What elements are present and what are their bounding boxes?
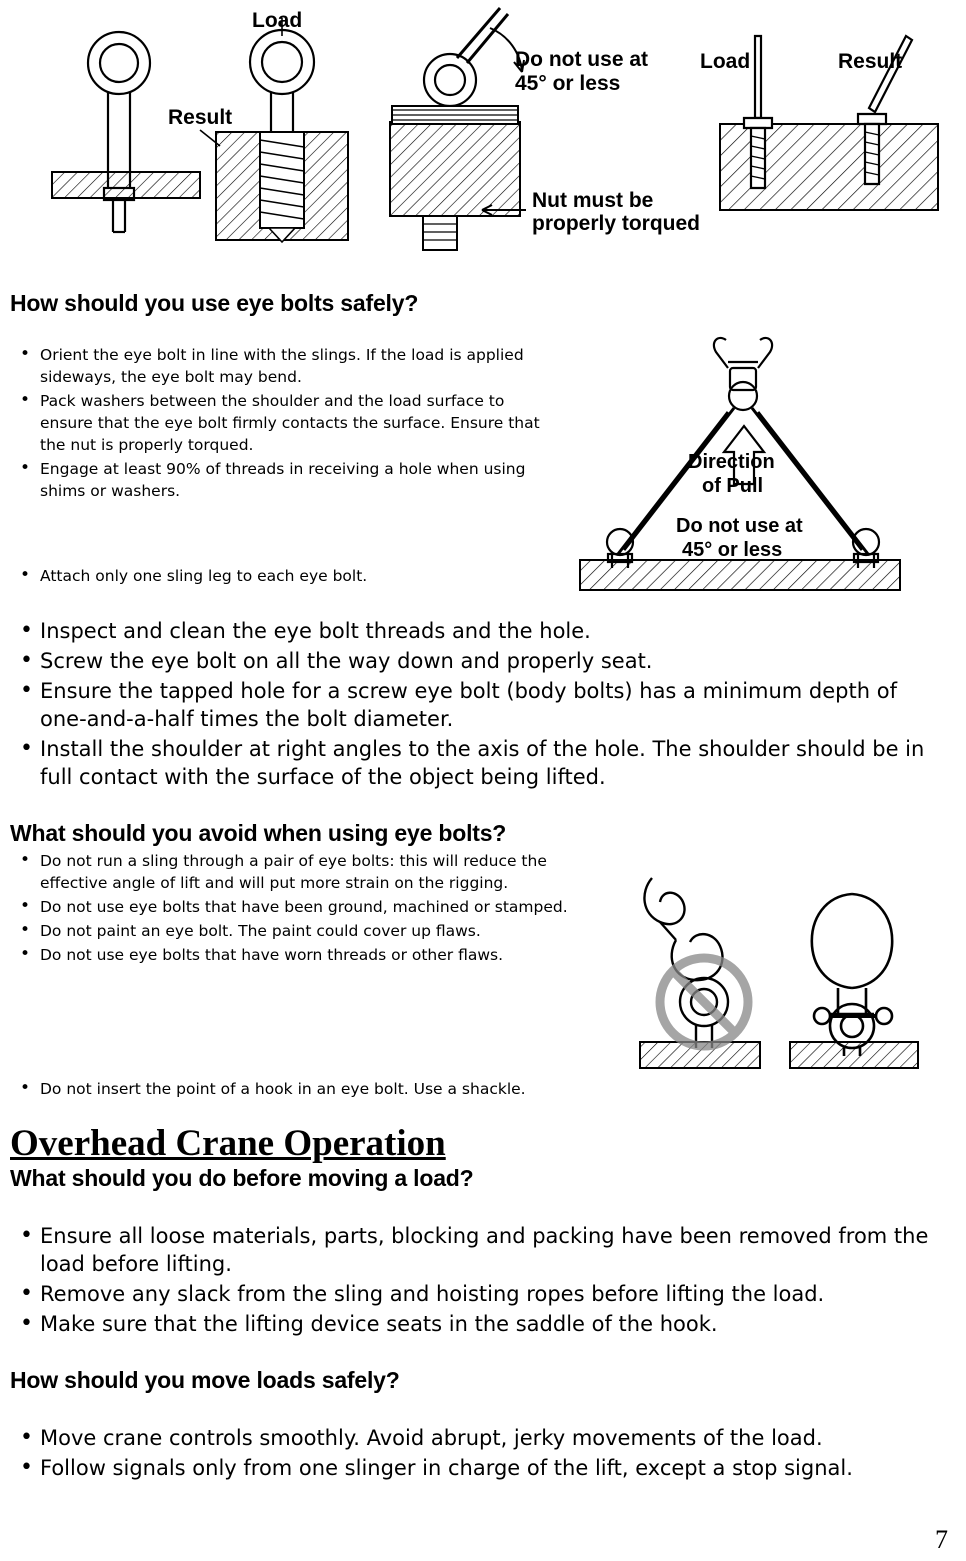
list-item [0,1078,610,1100]
bullet-icon: • [20,1223,33,1248]
list-use-safely-big [0,617,940,793]
list-item [0,944,610,966]
list-item-text: Do not run a sling through a pair of eye bolts: this will reduce the effective angle of lift and will put more strain on the rigging. [40,852,547,892]
bullet-icon: • [20,565,31,585]
direction-of-pull-label-line2: of Pull [702,475,764,497]
list-item-text: Do not insert the point of a hook in an eye bolt. Use a shackle. [40,1080,526,1098]
bullet-icon: • [20,1078,31,1098]
list-item-text: Do not paint an eye bolt. The paint could cover up flaws. [40,922,481,940]
list-item-text: Screw the eye bolt on all the way down and properly seat. [40,649,653,673]
list-item [0,735,940,791]
heading-what-to-avoid: What should you avoid when using eye bolts? [10,820,507,846]
list-item-text: Pack washers between the shoulder and the load surface to ensure that the eye bolt firmly contacts the surface. Ensure that the nut is properly torqued. [40,392,540,454]
list-item [0,458,560,502]
list-item [0,677,940,733]
bullet-icon: • [20,944,31,964]
list-item [0,344,560,388]
list-item [0,1222,946,1278]
list-item [0,1454,946,1482]
hook-vs-shackle-figure [630,866,930,1078]
svg-text:45° or less: 45° or less [515,72,621,95]
list-item-text: Make sure that the lifting device seats in the saddle of the hook. [40,1312,718,1336]
list-item [0,565,560,587]
list-item [0,647,940,675]
list-item-text: Remove any slack from the sling and hoisting ropes before lifting the load. [40,1282,825,1306]
bullet-icon: • [20,850,31,870]
bullet-icon: • [20,390,31,410]
direction-of-pull-figure [578,332,908,604]
svg-text:Result: Result [168,106,233,129]
eye-bolt-installation-figure [20,0,950,270]
list-item [0,920,610,942]
list-item-text: Ensure all loose materials, parts, blocking and packing have been removed from the load before lifting. [40,1224,929,1276]
list-item-text: Install the shoulder at right angles to the axis of the hole. The shoulder should be in full contact with the surface of the object being lifted. [40,737,925,789]
list-item-text: Engage at least 90% of threads in receiving a hole when using shims or washers. [40,460,526,500]
list-item-text: Follow signals only from one slinger in charge of the lift, except a stop signal. [40,1456,853,1480]
bullet-icon: • [20,458,31,478]
bullet-icon: • [20,648,33,673]
bullet-icon: • [20,618,33,643]
list-move-loads-safely [0,1424,946,1484]
list-attach-sling [0,565,560,589]
bullet-icon: • [20,1425,33,1450]
do-not-use-label-line1: Do not use at [676,515,803,537]
list-item-text: Ensure the tapped hole for a screw eye bolt (body bolts) has a minimum depth of one-and-a-half times the bolt diameter. [40,679,897,731]
heading-overhead-crane-operation: Overhead Crane Operation [10,1123,446,1164]
list-item [0,1280,946,1308]
list-use-safely-small [0,344,560,504]
svg-text:properly torqued: properly torqued [532,212,701,235]
heading-use-eye-bolts-safely: How should you use eye bolts safely? [10,290,419,316]
bullet-icon: • [20,920,31,940]
list-item [0,1424,946,1452]
list-item-text: Do not use eye bolts that have been ground, machined or stamped. [40,898,568,916]
list-item-text: Inspect and clean the eye bolt threads and the hole. [40,619,591,643]
svg-text:Do not use at: Do not use at [515,48,649,71]
list-item [0,896,610,918]
list-item [0,1310,946,1338]
bullet-icon: • [20,344,31,364]
page-number: 7 [935,1525,948,1554]
svg-text:Load: Load [700,50,751,73]
bullet-icon: • [20,896,31,916]
list-item [0,850,610,894]
bullet-icon: • [20,1311,33,1336]
do-not-use-label-line2: 45° or less [682,539,783,561]
bullet-icon: • [20,736,33,761]
bullet-icon: • [20,1281,33,1306]
list-avoid [0,850,610,968]
list-item-text: Move crane controls smoothly. Avoid abrupt, jerky movements of the load. [40,1426,823,1450]
bullet-icon: • [20,1455,33,1480]
list-hook-shackle [0,1078,610,1102]
list-item [0,390,560,456]
svg-text:Nut must be: Nut must be [532,189,654,212]
bullet-icon: • [20,678,33,703]
heading-before-moving-load: What should you do before moving a load? [10,1165,474,1191]
svg-text:Result: Result [838,50,903,73]
list-item-text: Do not use eye bolts that have worn threads or other flaws. [40,946,504,964]
list-item [0,617,940,645]
direction-of-pull-label-line1: Direction [688,451,775,473]
list-item-text: Attach only one sling leg to each eye bolt. [40,567,368,585]
heading-move-loads-safely: How should you move loads safely? [10,1367,400,1393]
list-before-moving-load [0,1222,946,1340]
svg-text:Load: Load [252,9,303,32]
list-item-text: Orient the eye bolt in line with the slings. If the load is applied sideways, the eye bolt may bend. [40,346,524,386]
